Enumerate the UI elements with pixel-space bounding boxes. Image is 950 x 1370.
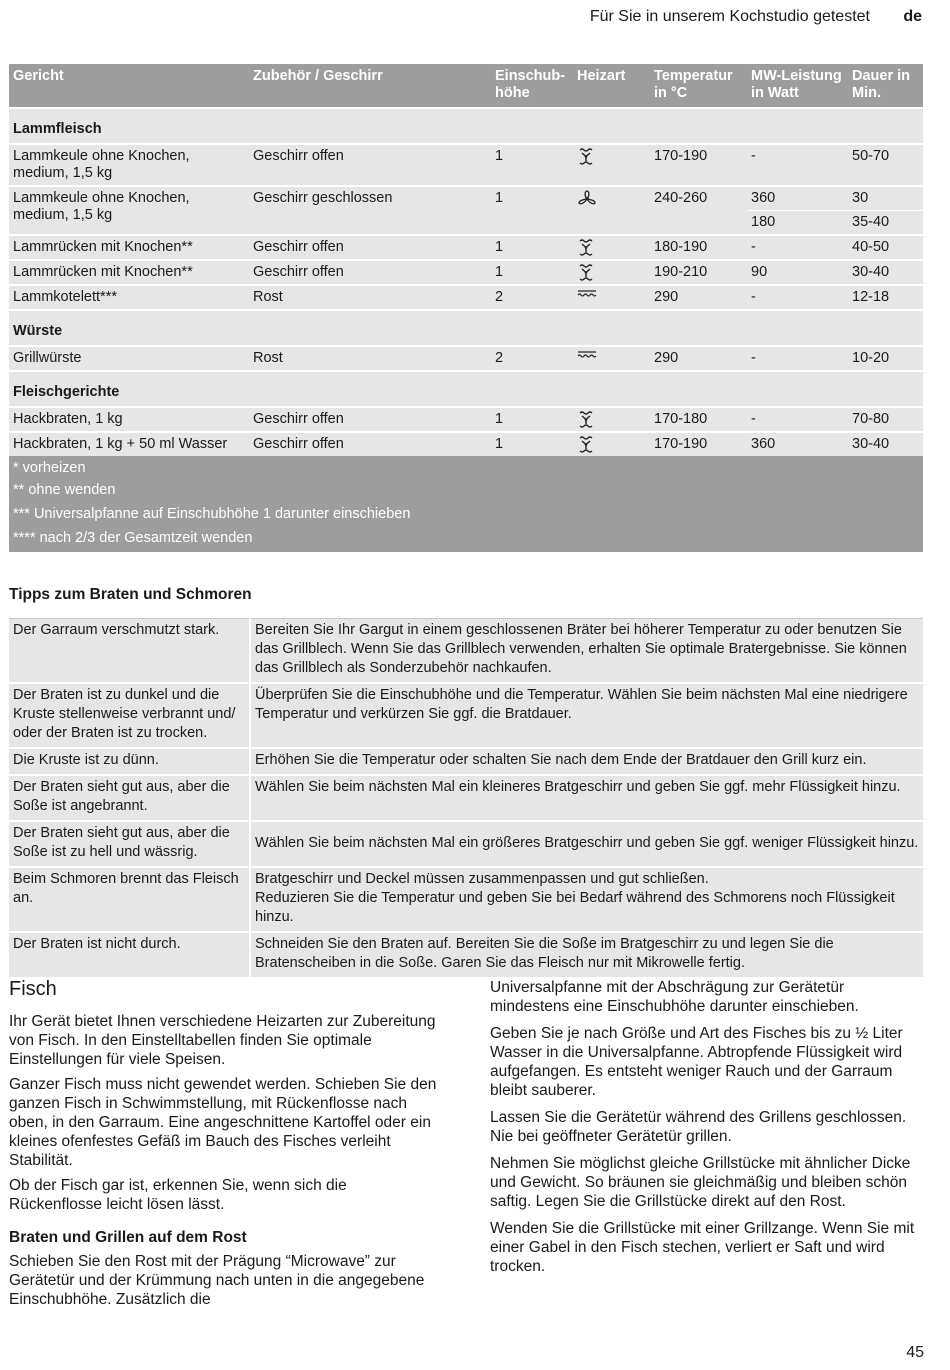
- section-title: Lammfleisch: [9, 108, 923, 144]
- table-row: [9, 821, 923, 867]
- footnote: *** Universalpfanne auf Einschubhöhe 1 darunter einschieben: [9, 504, 923, 528]
- table-row: [9, 619, 923, 684]
- paragraph: Ganzer Fisch muss nicht gewendet werden. Schieben Sie den ganzen Fisch in Schwimmstellung, mit Rückenflosse nach oben, in den Garraum. Eine angeschnittene Kartoffel oder ein kleines ofenfestes Gefäß im Bauch des Fisches verleiht Stabilität.: [9, 1076, 437, 1169]
- duration-cell: 50-70: [848, 144, 923, 186]
- level-cell: 1: [491, 260, 573, 285]
- mw-cell: -: [747, 285, 848, 310]
- language-code: de: [903, 8, 922, 25]
- temperature-cell: 190-210: [650, 260, 747, 285]
- column-header: MW-Leistung in Watt: [747, 64, 848, 108]
- temperature-cell: 170-180: [650, 407, 747, 432]
- problem-cell: Der Braten sieht gut aus, aber die Soße ist angebrannt.: [9, 775, 250, 821]
- tips-table: [9, 618, 923, 977]
- table-row: [9, 432, 923, 456]
- footnote: ** ohne wenden: [9, 480, 923, 504]
- header-title: Für Sie in unserem Kochstudio getestet: [589, 8, 870, 25]
- convection-icon: [577, 436, 597, 453]
- temperature-cell: 170-190: [650, 432, 747, 456]
- mw-cell: 360: [747, 186, 848, 211]
- level-cell: 1: [491, 432, 573, 456]
- level-cell: 2: [491, 285, 573, 310]
- table-row: [9, 867, 923, 932]
- accessory-cell: Rost: [249, 346, 491, 371]
- footnote-row: [9, 504, 923, 528]
- footnote: **** nach 2/3 der Gesamtzeit wenden: [9, 528, 923, 552]
- temperature-cell: 170-190: [650, 144, 747, 186]
- duration-cell: 30: [848, 186, 923, 211]
- accessory-cell: Geschirr geschlossen: [249, 186, 491, 235]
- mw-cell: -: [747, 407, 848, 432]
- problem-cell: Der Braten ist zu dunkel und die Kruste stellenweise verbrannt und/ oder der Braten ist zu trocken.: [9, 683, 250, 748]
- paragraph: Wenden Sie die Grillstücke mit einer Grillzange. Wenn Sie mit einer Gabel in den Fisch stechen, verliert er Saft und wird trocken.: [490, 1220, 915, 1275]
- table-row: [9, 260, 923, 285]
- convection-icon: [577, 239, 597, 256]
- mw-cell: -: [747, 346, 848, 371]
- duration-cell: 30-40: [848, 260, 923, 285]
- dish-cell: Hackbraten, 1 kg + 50 ml Wasser: [9, 432, 249, 456]
- table-row: [9, 235, 923, 260]
- mw-cell: 180: [747, 211, 848, 236]
- mw-cell: -: [747, 144, 848, 186]
- footnote: * vorheizen: [9, 456, 923, 480]
- duration-cell: 40-50: [848, 235, 923, 260]
- duration-cell: 30-40: [848, 432, 923, 456]
- heat-cell: [573, 285, 650, 310]
- page-header: [0, 8, 950, 30]
- heat-cell: [573, 407, 650, 432]
- heat-cell: [573, 186, 650, 235]
- fan-icon: [577, 190, 597, 207]
- column-header: Heizart: [573, 64, 650, 108]
- problem-cell: Der Braten ist nicht durch.: [9, 932, 250, 977]
- dish-cell: Lammrücken mit Knochen**: [9, 260, 249, 285]
- convection-icon: [577, 264, 597, 281]
- tips-heading: Tipps zum Braten und Schmoren: [9, 586, 252, 603]
- heat-cell: [573, 432, 650, 456]
- mw-cell: 90: [747, 260, 848, 285]
- level-cell: 2: [491, 346, 573, 371]
- table-row: [9, 346, 923, 371]
- solution-cell: Schneiden Sie den Braten auf. Bereiten Sie die Soße im Bratgeschirr zu und legen Sie die Bratenscheiben in die Soße. Garen Sie das Fleisch nur mit Mikrowelle fertig.: [250, 932, 923, 977]
- table-row: [9, 144, 923, 186]
- temperature-cell: 290: [650, 346, 747, 371]
- level-cell: 1: [491, 144, 573, 186]
- grill-icon: [577, 350, 597, 367]
- section-heading: Fisch: [9, 978, 57, 1000]
- mw-cell: -: [747, 235, 848, 260]
- problem-cell: Der Braten sieht gut aus, aber die Soße ist zu hell und wässrig.: [9, 821, 250, 867]
- solution-cell: Überprüfen Sie die Einschubhöhe und die Temperatur. Wählen Sie beim nächsten Mal eine niedrigere Temperatur und verkürzen Sie ggf. die Bratdauer.: [250, 683, 923, 748]
- temperature-cell: 290: [650, 285, 747, 310]
- solution-text: Bratgeschirr und Deckel müssen zusammenpassen und gut schließen.: [255, 871, 709, 887]
- dish-cell: Lammkotelett***: [9, 285, 249, 310]
- table-row: [9, 748, 923, 775]
- column-header: Dauer in Min.: [848, 64, 923, 108]
- footnote-row: [9, 480, 923, 504]
- level-cell: 1: [491, 186, 573, 235]
- paragraph: Universalpfanne mit der Abschrägung zur Gerätetür mindestens eine Einschubhöhe darunter einschieben.: [490, 979, 859, 1015]
- solution-cell: Bereiten Sie Ihr Gargut in einem geschlossenen Bräter bei höherer Temperatur zu oder benutzen Sie das Grillblech. Wenn Sie das Grillblech verwenden, erhalten Sie optimale Bratergebnisse. Sie können das Grillblech als Sonderzubehör nachkaufen.: [250, 619, 923, 684]
- convection-icon: [577, 411, 597, 428]
- paragraph: Ihr Gerät bietet Ihnen verschiedene Heizarten zur Zubereitung von Fisch. In den Einstelltabellen finden Sie optimale Einstellungen für viele Speisen.: [9, 1013, 436, 1068]
- level-cell: 1: [491, 235, 573, 260]
- solution-cell: Erhöhen Sie die Temperatur oder schalten Sie nach dem Ende der Bratdauer den Grill kurz ein.: [250, 748, 923, 775]
- column-header: Zubehör / Geschirr: [249, 64, 491, 108]
- solution-cell: Wählen Sie beim nächsten Mal ein größeres Bratgeschirr und geben Sie ggf. weniger Flüssigkeit hinzu.: [250, 821, 923, 867]
- paragraph: Ob der Fisch gar ist, erkennen Sie, wenn sich die Rückenflosse leicht lösen lässt.: [9, 1177, 347, 1213]
- section-title: Würste: [9, 310, 923, 346]
- accessory-cell: Geschirr offen: [249, 260, 491, 285]
- duration-cell: 70-80: [848, 407, 923, 432]
- dish-cell: Lammkeule ohne Knochen, medium, 1,5 kg: [9, 144, 249, 186]
- dish-cell: Lammrücken mit Knochen**: [9, 235, 249, 260]
- problem-cell: Beim Schmoren brennt das Fleisch an.: [9, 867, 250, 932]
- table-row: [9, 186, 923, 211]
- cooking-table: [9, 64, 923, 552]
- heat-cell: [573, 144, 650, 186]
- paragraph: Lassen Sie die Gerätetür während des Grillens geschlossen. Nie bei geöffneter Gerätetür grillen.: [490, 1109, 907, 1145]
- solution-text: Reduzieren Sie die Temperatur und geben Sie bei Bedarf während des Schmorens noch Flüssigkeit hinzu.: [255, 890, 895, 925]
- duration-cell: 10-20: [848, 346, 923, 371]
- problem-cell: Der Garraum verschmutzt stark.: [9, 619, 250, 684]
- column-header: Einschub- höhe: [491, 64, 573, 108]
- temperature-cell: 180-190: [650, 235, 747, 260]
- solution-cell: [250, 867, 923, 932]
- dish-cell: Lammkeule ohne Knochen, medium, 1,5 kg: [9, 186, 249, 235]
- paragraph: Nehmen Sie möglichst gleiche Grillstücke mit ähnlicher Dicke und Gewicht. So bräunen sie gleichmäßig und bleiben schön saftig. Legen Sie die Grillstücke direkt auf den Rost.: [490, 1155, 911, 1210]
- level-cell: 1: [491, 407, 573, 432]
- accessory-cell: Geschirr offen: [249, 407, 491, 432]
- page-number: 45: [906, 1344, 924, 1361]
- convection-icon: [577, 148, 597, 165]
- table-row: [9, 775, 923, 821]
- temperature-cell: 240-260: [650, 186, 747, 235]
- column-header: Gericht: [9, 64, 249, 108]
- heat-cell: [573, 260, 650, 285]
- footnote-row: [9, 528, 923, 552]
- problem-cell: Die Kruste ist zu dünn.: [9, 748, 250, 775]
- solution-cell: Wählen Sie beim nächsten Mal ein kleineres Bratgeschirr und geben Sie ggf. mehr Flüssigkeit hinzu.: [250, 775, 923, 821]
- duration-cell: 12-18: [848, 285, 923, 310]
- mw-cell: 360: [747, 432, 848, 456]
- grill-icon: [577, 289, 597, 306]
- heat-cell: [573, 346, 650, 371]
- accessory-cell: Geschirr offen: [249, 432, 491, 456]
- table-row: [9, 285, 923, 310]
- duration-cell: 35-40: [848, 211, 923, 236]
- paragraph: Geben Sie je nach Größe und Art des Fisches bis zu ½ Liter Wasser in die Universalpfanne. Abtropfende Flüssigkeit wird aufgefangen. Es entsteht weniger Rauch und der Garraum bleibt sauberer.: [490, 1025, 903, 1099]
- section-row: [9, 371, 923, 407]
- section-row: [9, 108, 923, 144]
- subsection-heading: Braten und Grillen auf dem Rost: [9, 1229, 247, 1246]
- text-column-right: [490, 978, 925, 1282]
- accessory-cell: Rost: [249, 285, 491, 310]
- section-title: Fleischgerichte: [9, 371, 923, 407]
- accessory-cell: Geschirr offen: [249, 144, 491, 186]
- table-row: [9, 932, 923, 977]
- column-header: Temperatur in °C: [650, 64, 747, 108]
- table-header-row: [9, 64, 923, 108]
- table-row: [9, 407, 923, 432]
- dish-cell: Hackbraten, 1 kg: [9, 407, 249, 432]
- table-row: [9, 683, 923, 748]
- accessory-cell: Geschirr offen: [249, 235, 491, 260]
- heat-cell: [573, 235, 650, 260]
- paragraph: Schieben Sie den Rost mit der Prägung “Microwave” zur Gerätetür und der Krümmung nach unten in die angegebene Einschubhöhe. Zusätzlich die: [9, 1253, 425, 1308]
- text-column-left: [9, 978, 439, 1315]
- section-row: [9, 310, 923, 346]
- dish-cell: Grillwürste: [9, 346, 249, 371]
- footnote-row: [9, 456, 923, 480]
